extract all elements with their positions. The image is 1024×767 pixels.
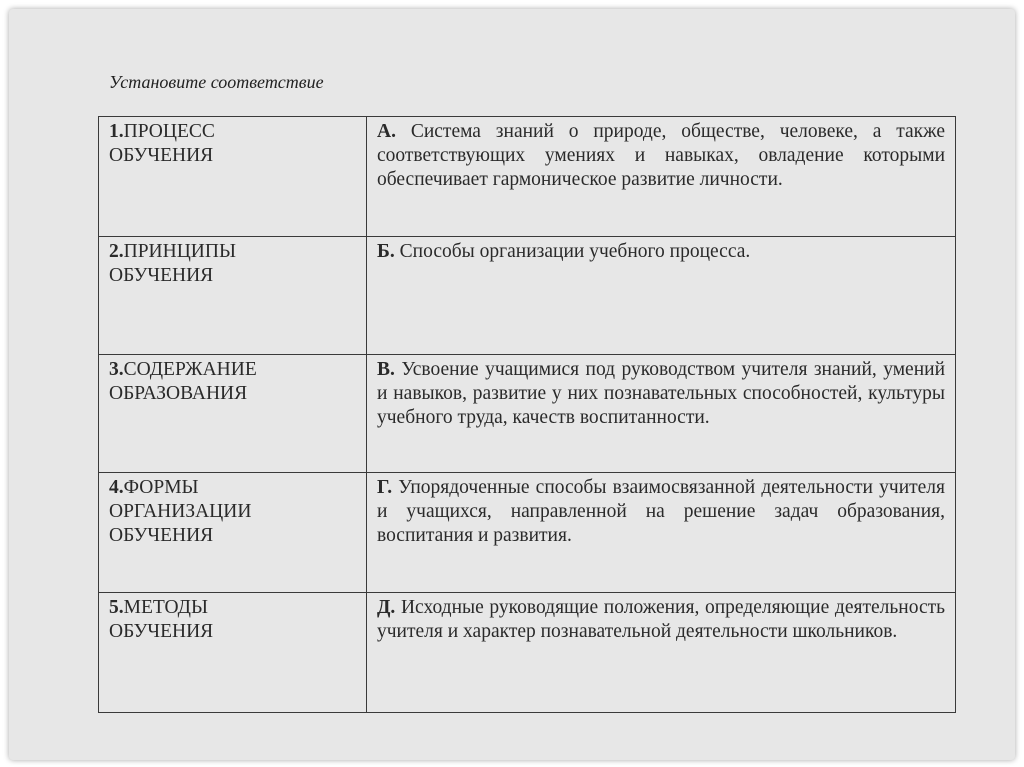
definition-cell xyxy=(367,473,956,593)
term-cell xyxy=(99,593,367,713)
definition-text: Исходные руководящие положения, определяющие деятельность учителя и характер познавательной деятельности школьников. xyxy=(377,597,946,642)
term-line1: ПРОЦЕСС xyxy=(123,121,215,142)
term-cell xyxy=(99,473,367,593)
term-line1: ПРИНЦИПЫ xyxy=(123,241,236,262)
term-rest: ОРГАНИЗАЦИИ ОБУЧЕНИЯ xyxy=(109,501,252,546)
term-cell xyxy=(99,117,367,237)
definition-cell xyxy=(367,117,956,237)
term-cell xyxy=(99,355,367,473)
definition-letter: Д. xyxy=(377,597,396,618)
term-number: 4. xyxy=(109,477,124,498)
matching-table xyxy=(98,116,956,713)
term-rest: ОБУЧЕНИЯ xyxy=(109,145,214,166)
term-rest: ОБУЧЕНИЯ xyxy=(109,265,214,286)
term-number: 5. xyxy=(109,597,124,618)
slide xyxy=(9,9,1015,760)
term-line1: СОДЕРЖАНИЕ xyxy=(123,359,257,380)
term-line1: МЕТОДЫ xyxy=(123,597,208,618)
definition-letter: А. xyxy=(377,121,396,142)
definition-letter: Г. xyxy=(377,477,393,498)
page-title: Установите соответствие xyxy=(109,72,324,92)
term-number: 1. xyxy=(109,121,124,142)
definition-cell xyxy=(367,355,956,473)
definition-cell xyxy=(367,237,956,355)
table-row xyxy=(99,593,956,713)
term-line1: ФОРМЫ xyxy=(123,477,199,498)
table-row xyxy=(99,237,956,355)
definition-text: Упорядоченные способы взаимосвязанной деятельности учителя и учащихся, направленной на решение задач образования, воспитания и развития. xyxy=(377,477,946,546)
term-rest: ОБРАЗОВАНИЯ xyxy=(109,383,248,404)
term-cell xyxy=(99,237,367,355)
definition-text: Способы организации учебного процесса. xyxy=(399,241,751,262)
table-row xyxy=(99,355,956,473)
definition-cell xyxy=(367,593,956,713)
term-number: 2. xyxy=(109,241,124,262)
definition-letter: Б. xyxy=(377,241,395,262)
table-row xyxy=(99,473,956,593)
definition-text: Система знаний о природе, обществе, человеке, а также соответствующих умениях и навыках, овладение которыми обеспечивает гармоническое развитие личности. xyxy=(377,121,946,190)
term-number: 3. xyxy=(109,359,124,380)
term-rest: ОБУЧЕНИЯ xyxy=(109,621,214,642)
definition-text: Усвоение учащимися под руководством учителя знаний, умений и навыков, развитие у них познавательных способностей, культуры учебного труда, качеств воспитанности. xyxy=(377,359,946,428)
definition-letter: В. xyxy=(377,359,395,380)
table-row xyxy=(99,117,956,237)
